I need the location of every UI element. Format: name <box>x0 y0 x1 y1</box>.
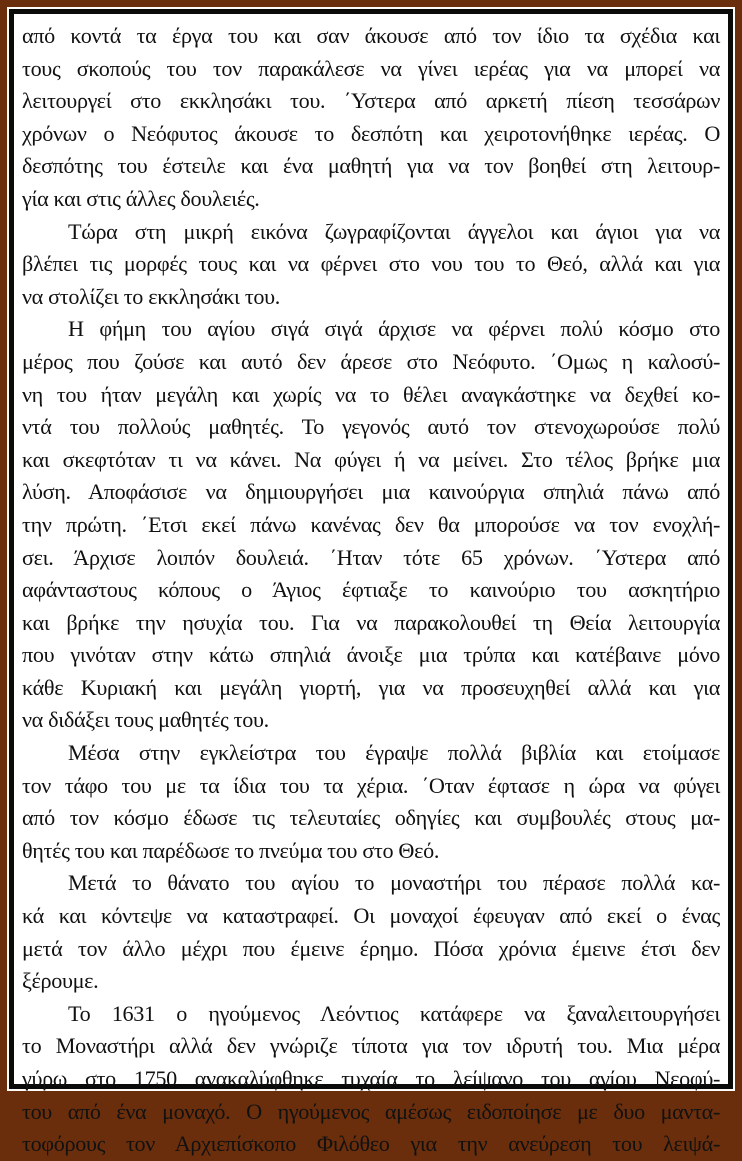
text-line: την πρώτη. ΄Ετσι εκεί πάνω κανένας δεν θα μπορούσε να τον ενοχλή- <box>22 511 720 537</box>
text-line: κάθε Κυριακή και μεγάλη γιορτή, για να προσευχηθεί αλλά και για <box>22 674 720 700</box>
text-line: ξέρουμε. <box>22 968 99 994</box>
text-line: από κοντά τα έργα του και σαν άκουσε από τον ίδιο τα σχέδια και <box>22 23 720 48</box>
text-line: λύση. Αποφάσισε να δημιουργήσει μια καινούργια σπηλιά πάνω από <box>22 479 720 505</box>
text-line: σει. Άρχισε λοιπόν δουλειά. ΄Ηταν τότε 65 χρόνων. ΄Υστερα από <box>22 544 720 570</box>
text-line: νη του ήταν μεγάλη και χωρίς να το θέλει αναγκάστηκε να δεχθεί κο- <box>22 381 720 407</box>
text-line: χρόνων ο Νεόφυτος άκουσε το δεσπότη και χειροτονήθηκε ιερέας. Ο <box>22 120 720 146</box>
text-line: δεσπότης του έστειλε και ένα μαθητή για να τον βοηθεί στη λειτουρ- <box>22 153 720 179</box>
text-line: θητές του και παρέδωσε το πνεύμα του στο Θεό. <box>22 837 440 863</box>
text-line: που γινόταν στην κάτω σπηλιά άνοιξε μια τρύπα και κατέβαινε μόνο <box>22 642 720 668</box>
text-line: τοφόρους τον Αρχιεπίσκοπο Φιλόθεο για την ανεύρεση του λειψά- <box>22 1131 720 1157</box>
text-line: Μέσα στην εγκλείστρα του έγραψε πολλά βιβλία και ετοίμασε <box>68 740 720 766</box>
text-line: γύρω στο 1750 ανακαλύφθηκε τυχαία το λείψανο του αγίου Νεοφύ- <box>22 1066 720 1091</box>
text-line: και βρήκε την ησυχία του. Για να παρακολουθεί τη Θεία λειτουργία <box>22 609 720 635</box>
text-line: τον τάφο του με τα ίδια του τα χέρια. ΄Οταν έφτασε η ώρα να φύγει <box>22 772 720 798</box>
document-page <box>22 20 720 1161</box>
text-line: Το 1631 ο ηγούμενος Λεόντιος κατάφερε να ξαναλειτουργήσει <box>68 1000 720 1026</box>
text-line: και σκεφτόταν τι να κάνει. Να φύγει ή να μείνει. Στο τέλος βρήκε μια <box>22 446 720 472</box>
text-line: μετά τον άλλο μέχρι που έμεινε έρημο. Πόσα χρόνια έμεινε έτσι δεν <box>22 935 720 961</box>
text-line: Τώρα στη μικρή εικόνα ζωγραφίζονται άγγελοι και άγιοι για να <box>68 218 720 244</box>
text-line: Η φήμη του αγίου σιγά σιγά άρχισε να φέρνει πολύ κόσμο στο <box>68 316 720 342</box>
text-line: Μετά το θάνατο του αγίου το μοναστήρι του πέρασε πολλά κα- <box>68 870 720 896</box>
text-line: μέρος που ζούσε και αυτό δεν άρεσε στο Νεόφυτο. ΄Ομως η καλοσύ- <box>22 348 720 374</box>
text-line: ντά του πολλούς μαθητές. Το γεγονός αυτό τον στενοχωρούσε πολύ <box>22 414 720 440</box>
text-line: του από ένα μοναχό. Ο ηγούμενος αμέσως ειδοποίησε με δυο μαντα- <box>22 1098 720 1124</box>
text-line: τους σκοπούς του τον παρακάλεσε να γίνει ιερέας για να μπορεί να <box>22 55 720 81</box>
text-line: αφάνταστους κόπους ο Άγιος έφτιαξε το καινούριο του ασκητήριο <box>22 577 720 603</box>
text-line: να στολίζει το εκκλησάκι του. <box>22 283 280 309</box>
text-line: το Μοναστήρι αλλά δεν γνώριζε τίποτα για τον ιδρυτή του. Μια μέρα <box>22 1033 720 1059</box>
text-line: λειτουργεί στο εκκλησάκι του. ΄Υστερα από αρκετή πίεση τεσσάρων <box>22 88 720 114</box>
text-line: από τον κόσμο έδωσε τις τελευταίες οδηγίες και συμβουλές στους μα- <box>22 805 720 831</box>
text-line: βλέπει τις μορφές τους και να φέρνει στο νου του το Θεό, αλλά και για <box>22 251 720 277</box>
text-line: γία και στις άλλες δουλειές. <box>22 185 260 211</box>
text-line: κά και κόντεψε να καταστραφεί. Οι μοναχοί έφευγαν από εκεί ο ένας <box>22 903 720 929</box>
text-line: να διδάξει τους μαθητές του. <box>22 707 269 733</box>
